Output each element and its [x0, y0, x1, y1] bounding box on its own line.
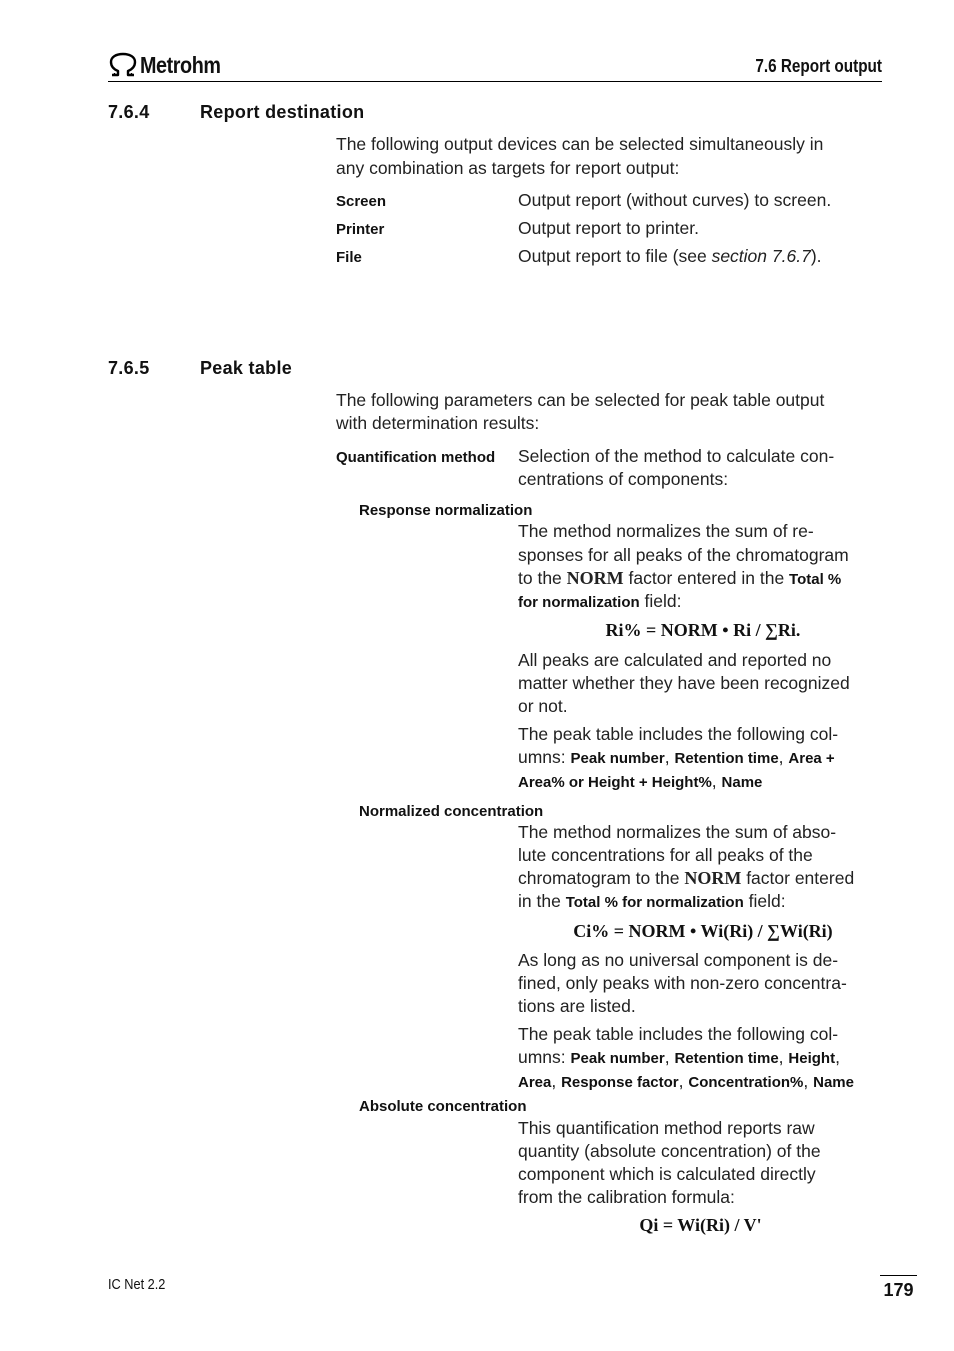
- formula-absolute-concentration: Qi = Wi(Ri) / V': [639, 1215, 762, 1235]
- desc-printer: Output report to printer.: [518, 218, 699, 238]
- paragraph-line: Selection of the method to calculate con-: [518, 446, 835, 466]
- term-file: File: [336, 249, 362, 266]
- paragraph-line: component which is calculated directly: [518, 1164, 816, 1184]
- term-quantification-method: Quantification method: [336, 449, 496, 466]
- paragraph-line: to the NORM factor entered in the Total %: [518, 568, 842, 588]
- desc-file: Output report to file (see section 7.6.7).: [518, 246, 822, 266]
- paragraph-line: sponses for all peaks of the chromatogram: [518, 545, 849, 565]
- paragraph-line: The following parameters can be selected for peak table output: [336, 390, 825, 410]
- term-screen: Screen: [336, 193, 387, 210]
- paragraph-line: All peaks are calculated and reported no: [518, 650, 832, 670]
- paragraph-line: The method normalizes the sum of re-: [518, 521, 814, 541]
- paragraph-line: in the Total % for normalization field:: [518, 891, 786, 911]
- formula-response-normalization: Ri% = NORM • Ri / ∑Ri.: [605, 620, 801, 640]
- paragraph-line: The peak table includes the following col-: [518, 1024, 839, 1044]
- logo-text: Metrohm: [140, 51, 221, 78]
- subterm-normalized-concentration: Normalized concentration: [359, 803, 544, 820]
- paragraph-line: chromatogram to the NORM factor entered: [518, 868, 855, 888]
- paragraph-line: lute concentrations for all peaks of the: [518, 845, 813, 865]
- term-printer: Printer: [336, 221, 385, 238]
- section-number: 7.6.5: [108, 358, 150, 378]
- header-rule: [108, 81, 882, 82]
- paragraph-line: The method normalizes the sum of abso-: [518, 822, 837, 842]
- paragraph-line: The following output devices can be selected simultaneously in: [336, 134, 824, 154]
- section-title: Peak table: [200, 358, 293, 378]
- paragraph-line: matter whether they have been recognized: [518, 673, 850, 693]
- paragraph-line: centrations of components:: [518, 469, 729, 489]
- paragraph-line: umns: Peak number, Retention time, Area +: [518, 747, 835, 767]
- paragraph-line: from the calibration formula:: [518, 1187, 735, 1207]
- paragraph-line: Area, Response factor, Concentration%, Name: [518, 1071, 854, 1091]
- paragraph-line: any combination as targets for report output:: [336, 158, 680, 178]
- footer-rule: [880, 1275, 917, 1276]
- paragraph-line: Area% or Height + Height%, Name: [518, 771, 763, 791]
- paragraph-line: fined, only peaks with non-zero concentra-: [518, 973, 847, 993]
- subterm-absolute-concentration: Absolute concentration: [359, 1098, 527, 1115]
- paragraph-line: for normalization field:: [518, 591, 682, 611]
- paragraph-line: or not.: [518, 696, 568, 716]
- subterm-response-normalization: Response normalization: [359, 502, 533, 519]
- paragraph-line: quantity (absolute concentration) of the: [518, 1141, 821, 1161]
- section-number: 7.6.4: [108, 102, 150, 122]
- desc-screen: Output report (without curves) to screen.: [518, 190, 832, 210]
- section-title: Report destination: [200, 102, 365, 122]
- paragraph-line: umns: Peak number, Retention time, Height,: [518, 1047, 840, 1067]
- paragraph-line: This quantification method reports raw: [518, 1118, 815, 1138]
- formula-normalized-concentration: Ci% = NORM • Wi(Ri) / ∑Wi(Ri): [573, 921, 833, 941]
- page-number: 179: [883, 1280, 914, 1300]
- section-label: 7.6 Report output: [755, 56, 882, 76]
- paragraph-line: with determination results:: [336, 413, 540, 433]
- paragraph-line: As long as no universal component is de-: [518, 950, 839, 970]
- paragraph-line: The peak table includes the following col-: [518, 724, 839, 744]
- metrohm-logo: [108, 50, 234, 80]
- product-name: IC Net 2.2: [108, 1276, 166, 1293]
- omega-icon: [108, 52, 138, 78]
- paragraph-line: tions are listed.: [518, 996, 636, 1016]
- section-reference: section 7.6.7: [711, 246, 811, 266]
